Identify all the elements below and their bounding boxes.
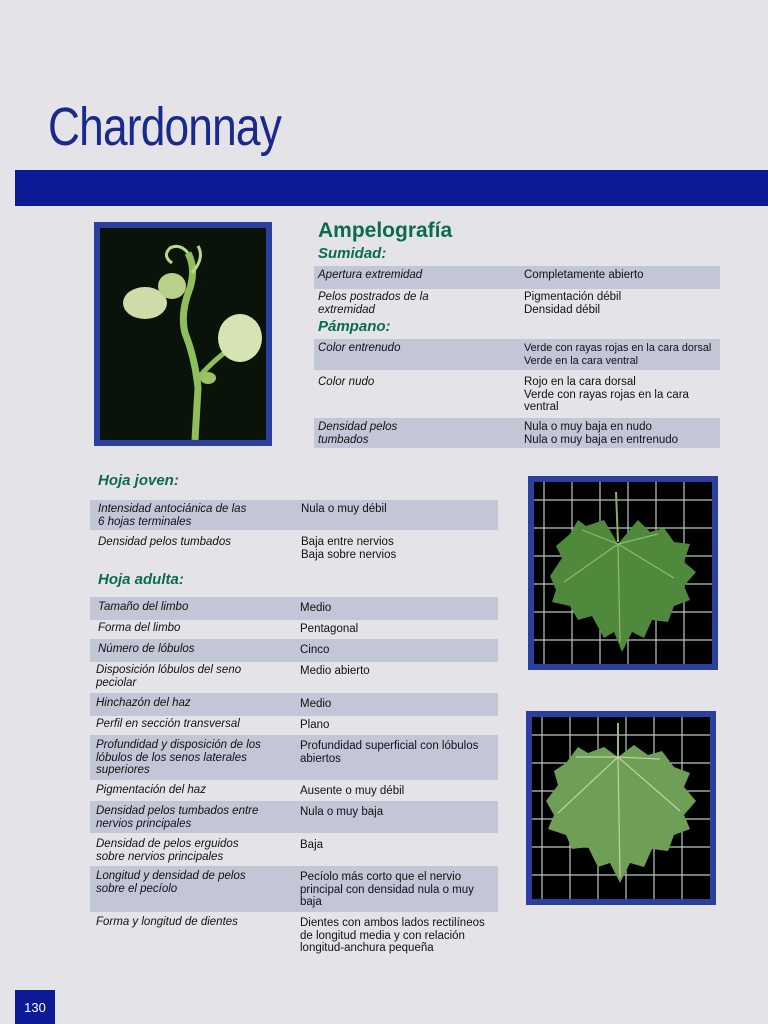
row-value: Cinco <box>300 644 330 656</box>
row-value: Baja <box>300 839 324 851</box>
adult-leaf-photo <box>526 711 716 905</box>
row-label: Forma y longitud de dientes <box>96 916 238 928</box>
row-label: Intensidad antociánica de las 6 hojas terminales <box>98 503 247 528</box>
row-label: Pelos postrados de la extremidad <box>318 291 429 316</box>
row-value: Nula o muy baja <box>300 806 384 818</box>
header-bar <box>15 170 768 206</box>
row-value: Baja entre nervios Baja sobre nervios <box>301 536 397 561</box>
row-value: Pecíolo más corto que el nervio principal con densidad nula o muy baja <box>300 871 474 908</box>
row-value: Medio <box>300 698 332 710</box>
row-label: Perfil en sección transversal <box>96 718 240 730</box>
row-value: Pentagonal <box>300 623 359 635</box>
shoot-photo <box>94 222 272 446</box>
row-label: Tamaño del limbo <box>98 601 189 613</box>
page-title: Chardonnay <box>48 97 282 157</box>
row-label: Número de lóbulos <box>98 643 195 655</box>
row-label: Densidad de pelos erguidos sobre nervios principales <box>96 838 239 863</box>
row-value: Completamente abierto <box>524 269 644 281</box>
section-title: Ampelografía <box>318 219 453 242</box>
row-value: Plano <box>300 719 330 731</box>
row-label: Densidad pelos tumbados <box>318 421 398 446</box>
row-label: Color nudo <box>318 376 375 388</box>
hoja-adulta-heading: Hoja adulta: <box>98 571 184 588</box>
page-number: 130 <box>15 990 55 1024</box>
row-value: Medio abierto <box>300 665 370 677</box>
row-value: Dientes con ambos lados rectilíneos de longitud media y con relación longitud-anchura pequeña <box>300 917 485 954</box>
row-value: Pigmentación débil Densidad débil <box>524 291 622 316</box>
row-label: Forma del limbo <box>98 622 181 634</box>
row-value: Nula o muy baja en nudo Nula o muy baja en entrenudo <box>524 421 679 446</box>
row-value: Rojo en la cara dorsal Verde con rayas rojas en la cara ventral <box>524 376 689 413</box>
row-value: Profundidad superficial con lóbulos abiertos <box>300 740 479 765</box>
row-label: Longitud y densidad de pelos sobre el pecíolo <box>96 870 246 895</box>
hoja-joven-heading: Hoja joven: <box>98 472 179 489</box>
row-label: Pigmentación del haz <box>96 784 206 796</box>
row-value: Ausente o muy débil <box>300 785 405 797</box>
row-value: Medio <box>300 602 332 614</box>
sumidad-heading: Sumidad: <box>318 245 387 262</box>
row-label: Apertura extremidad <box>318 269 423 281</box>
row-label: Disposición lóbulos del seno peciolar <box>96 664 242 689</box>
young-leaf-photo <box>528 476 718 670</box>
row-value: Nula o muy débil <box>301 503 387 515</box>
row-label: Hinchazón del haz <box>96 697 191 709</box>
row-label: Densidad pelos tumbados <box>98 536 231 548</box>
row-value: Verde con rayas rojas en la cara dorsal Verde en la cara ventral <box>524 342 712 367</box>
row-label: Densidad pelos tumbados entre nervios principales <box>96 805 259 830</box>
row-label: Profundidad y disposición de los lóbulos de los senos laterales superiores <box>96 739 261 776</box>
row-label: Color entrenudo <box>318 342 401 354</box>
pampano-heading: Pámpano: <box>318 318 391 335</box>
